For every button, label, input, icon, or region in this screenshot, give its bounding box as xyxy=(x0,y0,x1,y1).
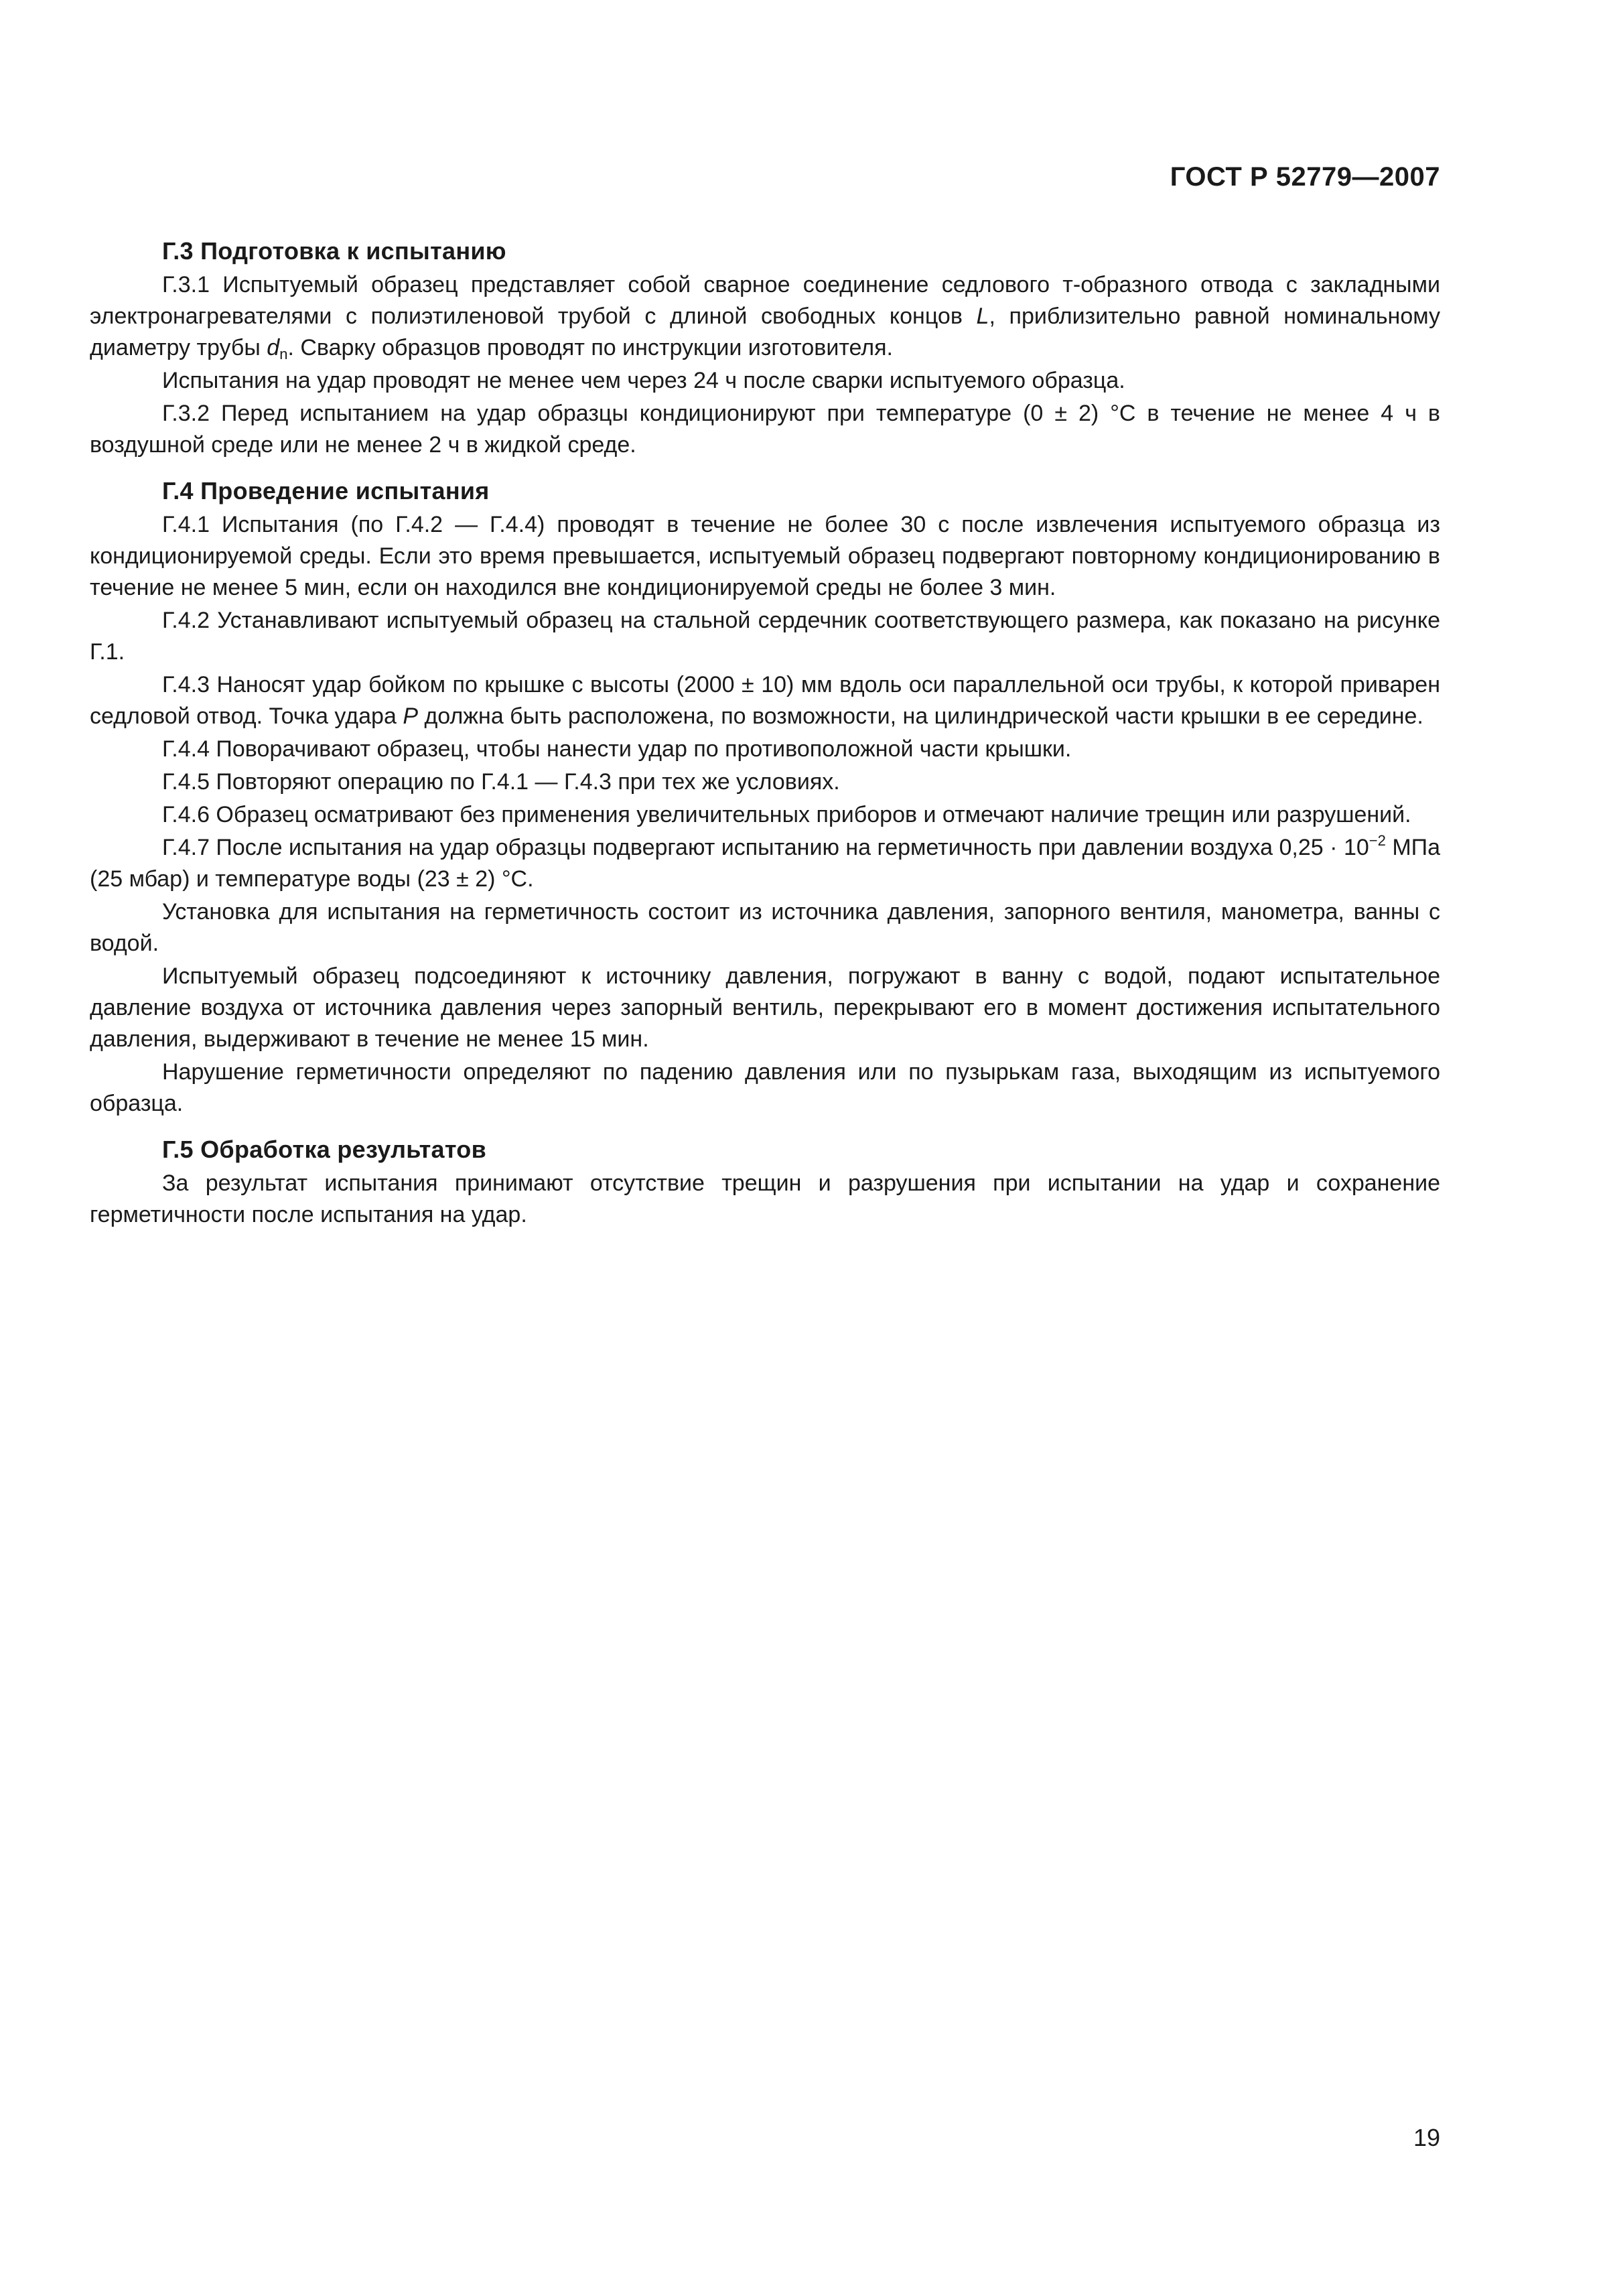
document-code: ГОСТ Р 52779—2007 xyxy=(1170,162,1440,192)
section-heading: Г.4 Проведение испытания xyxy=(162,477,490,504)
section-heading: Г.5 Обработка результатов xyxy=(162,1136,487,1163)
section-g3 xyxy=(90,236,1440,461)
text-run: Г.4.7 После испытания на удар образцы подвергают испытанию на герметичность при давлении воздуха 0,25 · 10 xyxy=(162,835,1369,860)
section-g4 xyxy=(90,476,1440,1120)
page-number: 19 xyxy=(1413,2124,1440,2151)
paragraph: Испытуемый образец подсоединяют к источнику давления, погружают в ванну с водой, подают испытательное давление воздуха от источника давления через запорный вентиль, перекрывают его в момент достижения испытательного давления, выдерживают в течение не менее 15 мин. xyxy=(90,963,1440,1052)
text-run: . Сварку образцов проводят по инструкции изготовителя. xyxy=(287,335,893,360)
subscript-n: n xyxy=(279,346,288,362)
paragraph: Г.4.2 Устанавливают испытуемый образец на стальной сердечник соответствующего размера, как показано на рисунке Г.1. xyxy=(90,608,1440,665)
paragraph xyxy=(90,832,1440,895)
paragraph: Г.4.1 Испытания (по Г.4.2 — Г.4.4) проводят в течение не более 30 с после извлечения испытуемого образца из кондиционируемой среды. Если это время превышается, испытуемый образец подвергают повторному кондиционированию в течение не менее 5 мин, если он находился вне кондиционируемой среды не более 3 мин. xyxy=(90,512,1440,600)
section-heading: Г.3 Подготовка к испытанию xyxy=(162,237,506,265)
paragraph: Г.4.4 Поворачивают образец, чтобы нанести удар по противоположной части крышки. xyxy=(162,736,1072,762)
paragraph: За результат испытания принимают отсутствие трещин и разрушения при испытании на удар и сохранение герметичности после испытания на удар. xyxy=(90,1170,1440,1227)
section-g5 xyxy=(90,1134,1440,1231)
paragraph: Г.3.2 Перед испытанием на удар образцы кондиционируют при температуре (0 ± 2) °С в течение не менее 4 ч в воздушной среде или не менее 2 ч в жидкой среде. xyxy=(90,401,1440,458)
paragraph: Г.4.6 Образец осматривают без применения увеличительных приборов и отмечают наличие трещин или разрушений. xyxy=(162,802,1411,827)
variable-d: d xyxy=(267,335,280,360)
paragraph xyxy=(90,669,1440,732)
text-run: , приблизительно равной номинальному диаметру трубы xyxy=(90,303,1440,360)
paragraph: Г.4.5 Повторяют операцию по Г.4.1 — Г.4.3 при тех же условиях. xyxy=(162,769,840,795)
paragraph xyxy=(90,269,1440,364)
document-body xyxy=(90,236,1440,1245)
paragraph: Установка для испытания на герметичность состоит из источника давления, запорного вентиля, манометра, ванны с водой. xyxy=(90,899,1440,956)
text-run: Г.4.3 Наносят удар бойком по крышке с высоты (2000 ± 10) мм вдоль оси параллельной оси трубы, к которой приварен седловой отвод. Точка удара xyxy=(90,672,1440,729)
paragraph: Испытания на удар проводят не менее чем через 24 ч после сварки испытуемого образца. xyxy=(162,368,1125,393)
text-run: МПа (25 мбар) и температуре воды (23 ± 2) °С. xyxy=(90,835,1440,892)
superscript-exponent: −2 xyxy=(1369,832,1386,849)
text-run: Г.3.1 Испытуемый образец представляет собой сварное соединение седлового т-образного отвода с закладными электронагревателями с полиэтиленовой трубой с длиной свободных концов xyxy=(90,272,1440,329)
paragraph: Нарушение герметичности определяют по падению давления или по пузырькам газа, выходящим из испытуемого образца. xyxy=(90,1059,1440,1116)
text-run: должна быть расположена, по возможности, на цилиндрической части крышки в ее середине. xyxy=(418,703,1423,729)
variable-p: Р xyxy=(403,703,419,729)
variable-l: L xyxy=(976,303,989,329)
